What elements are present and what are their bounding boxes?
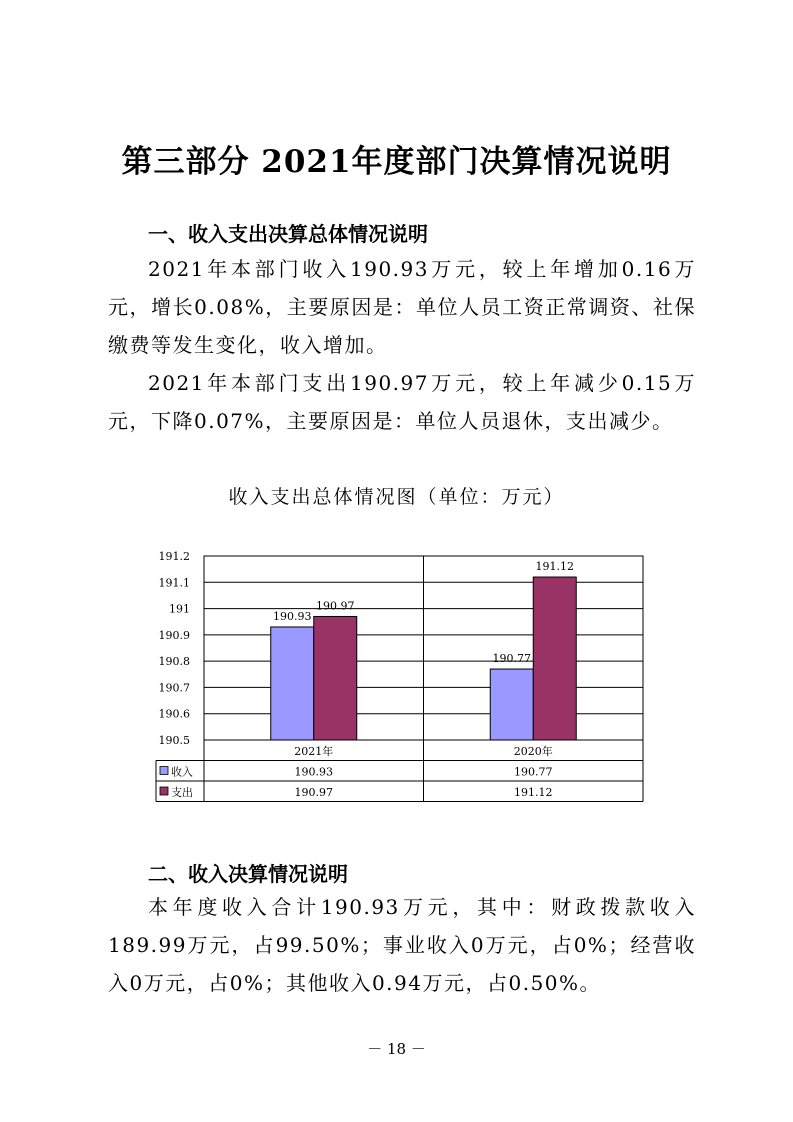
income-expense-chart <box>150 548 650 804</box>
bar-value-label: 190.97 <box>316 599 355 613</box>
y-tick-label: 191.1 <box>158 576 190 590</box>
legend-label: 收入 <box>171 765 193 779</box>
section1-paragraph-income: 2021年本部门收入190.93万元，较上年增加0.16万元，增长0.08%，主要原因是：单位人员工资正常调资、社保缴费等发生变化，收入增加。 <box>108 257 696 357</box>
y-tick-label: 190.5 <box>158 734 190 747</box>
y-tick-label: 190.6 <box>158 707 190 721</box>
table-value-cell: 190.77 <box>514 765 553 779</box>
legend-swatch <box>160 787 168 795</box>
y-tick-label: 190.8 <box>158 655 190 669</box>
table-value-cell: 190.93 <box>294 765 333 779</box>
table-value-cell: 191.12 <box>514 786 553 799</box>
legend-swatch <box>160 767 168 775</box>
chart-caption: 收入支出总体情况图（单位：万元） <box>228 486 565 508</box>
y-tick-label: 190.7 <box>158 681 190 695</box>
x-category-label: 2020年 <box>513 745 553 758</box>
page-number: － 18 － <box>367 1040 426 1058</box>
x-category-label: 2021年 <box>294 745 334 758</box>
bar-expense <box>533 577 576 740</box>
page-title: 第三部分 2021年度部门决算情况说明 <box>121 144 672 180</box>
bar-value-label: 190.77 <box>492 652 531 666</box>
bar-expense <box>314 616 357 740</box>
y-tick-label: 190.9 <box>158 628 190 642</box>
y-tick-label: 191.2 <box>158 550 190 563</box>
bar-value-label: 190.93 <box>273 609 312 623</box>
section1-paragraph-expense: 2021年本部门支出190.97万元，较上年减少0.15万元，下降0.07%，主要原因是：单位人员退休，支出减少。 <box>108 371 696 433</box>
bar-income <box>490 669 533 740</box>
table-value-cell: 190.97 <box>294 786 333 799</box>
legend-label: 支出 <box>171 786 193 799</box>
section2-paragraph: 本年度收入合计190.93万元，其中：财政拨款收入189.99万元，占99.50%；事业收入0万元，占0%；经营收入0万元，占0%；其他收入0.94万元，占0.50%。 <box>108 895 696 995</box>
bar-income <box>271 627 314 740</box>
section1-heading: 一、收入支出决算总体情况说明 <box>148 222 428 246</box>
bar-value-label: 191.12 <box>535 560 574 574</box>
section2-heading: 二、收入决算情况说明 <box>148 862 348 886</box>
y-tick-label: 191 <box>169 602 190 616</box>
